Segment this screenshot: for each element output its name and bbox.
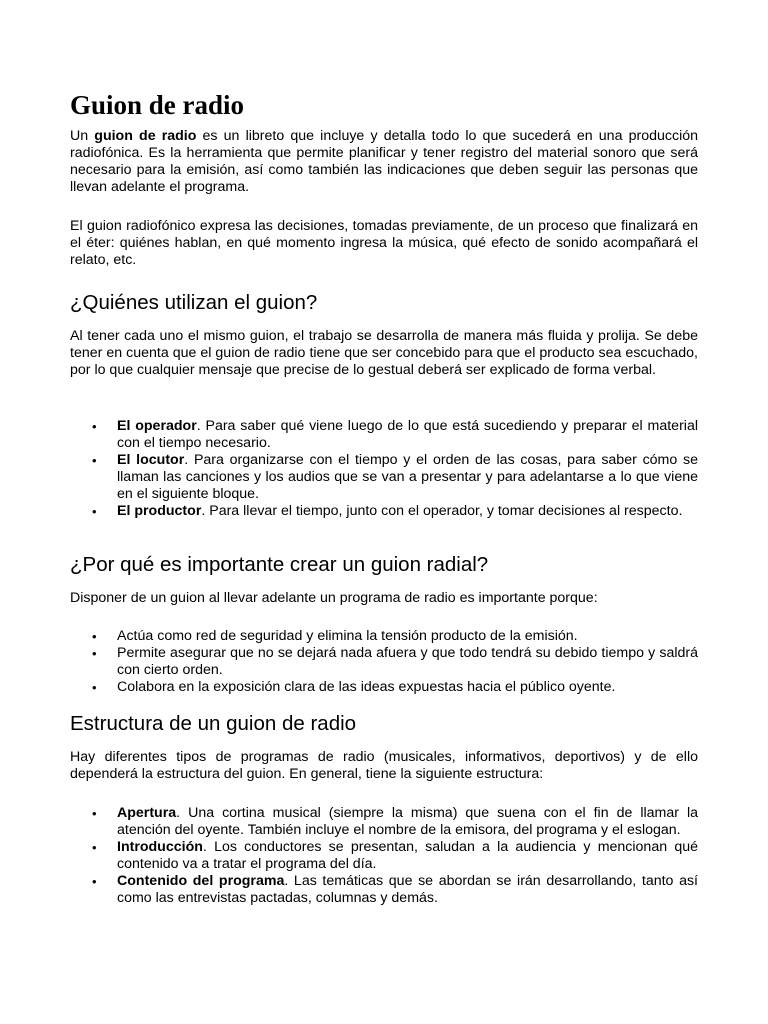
list-item: [70, 873, 698, 907]
list-item-text: . Los conductores se presentan, saludan a la audiencia y mencionan qué contenido va a tratar el programa del día.: [117, 839, 698, 872]
structure-list: [70, 805, 698, 907]
bullet-icon: •: [92, 840, 97, 855]
list-item: [70, 645, 698, 679]
bullet-icon: •: [92, 419, 97, 434]
section-paragraph-structure: Hay diferentes tipos de programas de radio (musicales, informativos, deportivos) y de ello dependerá la estructura del guion. En general, tiene la siguiente estructura:: [70, 749, 698, 782]
list-item: [70, 805, 698, 839]
bullet-icon: •: [92, 806, 97, 821]
list-item: [70, 418, 698, 452]
intro-paragraph-1: [70, 128, 698, 196]
section-importance-body: [70, 590, 698, 607]
list-item-bold: Apertura: [117, 805, 177, 821]
section-importance: [70, 553, 698, 577]
list-item: [70, 839, 698, 873]
intro-text-before: Un: [70, 128, 95, 144]
bullet-icon: •: [92, 629, 97, 644]
list-item-bold: Contenido del programa: [117, 873, 285, 889]
bullet-icon: •: [92, 453, 97, 468]
list-item: [70, 452, 698, 503]
list-item-text: . Las temáticas que se abordan se irán desarrollando, tanto así como las entrevistas pactadas, columnas y demás.: [117, 873, 698, 906]
list-item-bold: Introducción: [117, 839, 203, 855]
list-item-text: Actúa como red de seguridad y elimina la tensión producto de la emisión.: [117, 628, 578, 644]
bullet-icon: •: [92, 504, 97, 519]
bullet-icon: •: [92, 646, 97, 661]
list-item-text: . Para saber qué viene luego de lo que está sucediendo y preparar el material con el tiempo necesario.: [117, 418, 698, 451]
roles-list: [70, 418, 698, 520]
intro-block: [70, 128, 698, 196]
list-item-text: . Para organizarse con el tiempo y el orden de las cosas, para saber cómo se llaman las canciones y los audios que se van a presentar y para adelantarse a lo que viene en el siguiente bloque.: [117, 452, 698, 502]
bullet-icon: •: [92, 680, 97, 695]
section-who-uses: [70, 291, 698, 315]
intro-paragraph-2: El guion radiofónico expresa las decisiones, tomadas previamente, de un proceso que finalizará en el éter: quiénes hablan, en qué momento ingresa la música, qué efecto de sonido acompañará el relato, etc.: [70, 218, 698, 268]
importance-list: [70, 628, 698, 696]
section-who-uses-body: [70, 328, 698, 379]
list-item: [70, 503, 698, 520]
section-heading-structure: Estructura de un guion de radio: [70, 712, 357, 735]
section-heading-importance: ¿Por qué es importante crear un guion radial?: [70, 553, 489, 576]
intro-bold-term: guion de radio: [94, 128, 197, 144]
list-item-bold: El operador: [117, 418, 197, 434]
section-paragraph-who-uses: Al tener cada uno el mismo guion, el trabajo se desarrolla de manera más fluida y prolija. Se debe tener en cuenta que el guion de radio tiene que ser concebido para que el producto sea escuchado, por lo que cualquier mensaje que precise de lo gestual deberá ser explicado de forma verbal.: [70, 328, 698, 378]
list-item-text: . Una cortina musical (siempre la misma) que suena con el fin de llamar la atención del oyente. También incluye el nombre de la emisora, del programa y el eslogan.: [117, 805, 698, 838]
list-item: [70, 679, 698, 696]
section-structure-body: [70, 749, 698, 783]
list-item-text: Colabora en la exposición clara de las ideas expuestas hacia el público oyente.: [117, 679, 616, 695]
bullet-icon: •: [92, 874, 97, 889]
section-paragraph-importance: Disponer de un guion al llevar adelante un programa de radio es importante porque:: [70, 590, 598, 606]
list-item-text: Permite asegurar que no se dejará nada afuera y que todo tendrá su debido tiempo y saldrá con cierto orden.: [117, 645, 698, 678]
list-item-text: . Para llevar el tiempo, junto con el operador, y tomar decisiones al respecto.: [201, 503, 683, 519]
section-importance-list: [70, 628, 698, 696]
section-structure: [70, 712, 698, 736]
section-structure-list: [70, 805, 698, 907]
list-item: [70, 628, 698, 645]
list-item-bold: El productor: [117, 503, 202, 519]
section-heading-who-uses: ¿Quiénes utilizan el guion?: [70, 291, 318, 314]
intro-block-2: [70, 218, 698, 269]
intro-text-after: es un libreto que incluye y detalla todo lo que sucederá en una producción radiofónica. Es la herramienta que permite planificar y tener registro del material sonoro que será necesario para la emisión, así como también las indicaciones que deben seguir las personas que llevan adelante el programa.: [70, 128, 698, 195]
page-title: Guion de radio: [70, 90, 245, 120]
list-item-bold: El locutor: [117, 452, 185, 468]
section-who-uses-list: [70, 418, 698, 520]
